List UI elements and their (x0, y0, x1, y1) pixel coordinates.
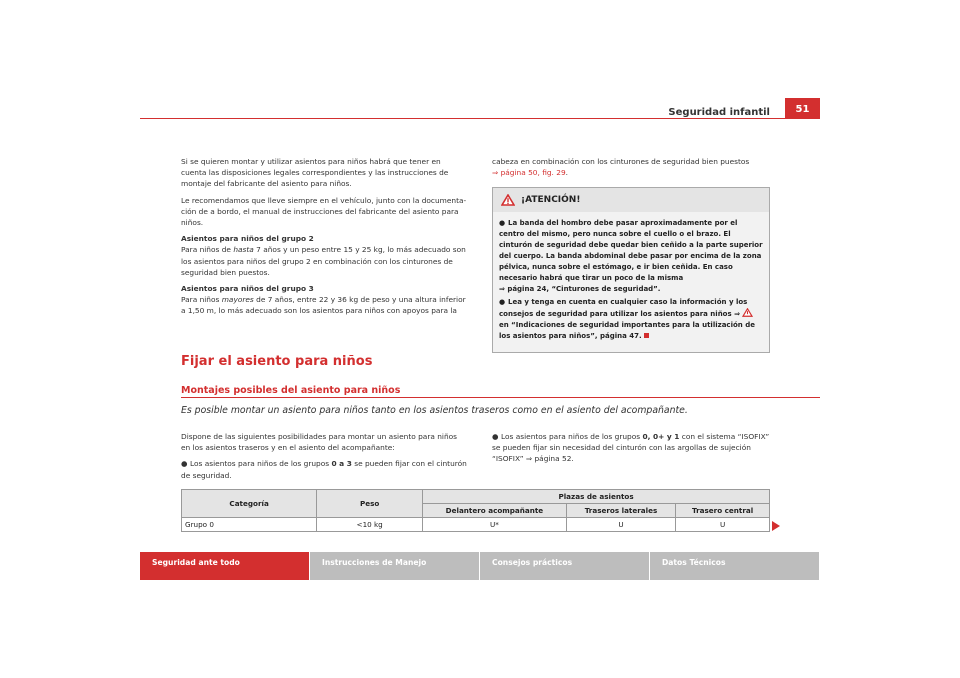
header-front: Delantero acompañante (423, 504, 567, 518)
warning-triangle-icon (742, 308, 753, 317)
section-intro: Es posible montar un asiento para niños tanto en los asientos traseros como en el asiento del acompañante. (181, 405, 688, 416)
header-rule (140, 118, 820, 119)
warning-item: ● La banda del hombro debe pasar aproximadamente por el centro del mismo, pero nunca sobre el cuello o el brazo. El cinturón de seguridad debe quedar bien ceñido a la parte superior del cuerpo. La banda abdominal debe pasar por encima de la zona pélvica, nunca sobre el estómago, e ir bien ceñida. En caso necesario habrá que tirar un poco de la misma ⇒ página 24, “Cinturones de seguridad”. (499, 219, 763, 293)
continue-arrow-icon (772, 521, 780, 531)
end-square-icon (644, 333, 649, 338)
subsection-rule (181, 397, 820, 398)
page-link[interactable]: ⇒ página 50, fig. 29 (492, 168, 566, 178)
paragraph: Dispone de las siguientes posibilidades para montar un asiento para niños en los asientos traseros y en el asiento del acompañante: (181, 432, 458, 453)
cell-front: U* (423, 518, 567, 532)
footer-nav (140, 552, 820, 580)
paragraph-group2: Para niños de hasta 7 años y un peso entre 15 y 25 kg, lo más adecuado son los asientos para niños del grupo 2 en combinación con los cinturones de seguridad bien puestos. (181, 245, 466, 277)
paragraph-group3: Para niños mayores de 7 años, entre 22 y 36 kg de peso y una altura inferior a 1,50 m, lo más adecuado son los asientos para niños con apoyos para la (181, 295, 466, 316)
lower-right-column (492, 431, 772, 470)
header-rear-side: Traseros laterales (566, 504, 675, 518)
bullet-item: ● Los asientos para niños de los grupos 0, 0+ y 1 con el sistema “ISOFIX” se pueden fijar sin necesidad del cinturón con las argollas de sujeción “ISOFIX” ⇒ página 52. (492, 432, 770, 464)
running-header-title: Seguridad infantil (668, 107, 770, 118)
subsection-title: Montajes posibles del asiento para niños (181, 385, 401, 396)
group2-heading: Asientos para niños del grupo 2 (181, 234, 314, 244)
table-row (182, 518, 770, 532)
warning-header (493, 188, 769, 212)
lower-left-column (181, 431, 467, 486)
left-column (181, 156, 467, 322)
tab-instrucciones[interactable]: Instrucciones de Manejo (310, 552, 480, 580)
header-category: Categoría (182, 490, 317, 518)
tab-seguridad[interactable]: Seguridad ante todo (140, 552, 310, 580)
paragraph: Si se quieren montar y utilizar asientos para niños habrá que tener en cuenta las disposiciones legales correspondientes y las instrucciones de montaje del fabricante del asiento para niños. (181, 157, 449, 189)
cell-weight: <10 kg (317, 518, 423, 532)
paragraph: Le recomendamos que lleve siempre en el vehículo, junto con la documenta-ción de a bordo, el manual de instrucciones del fabricante del asiento para niños. (181, 195, 467, 228)
cell-rear-center: U (676, 518, 770, 532)
warning-box (492, 187, 770, 353)
cell-category: Grupo 0 (182, 518, 317, 532)
cell-rear-side: U (566, 518, 675, 532)
tab-datos[interactable]: Datos Técnicos (650, 552, 820, 580)
page-number: 51 (785, 98, 820, 118)
warning-body (493, 212, 769, 352)
warning-item: ● Lea y tenga en cuenta en cualquier caso la información y los consejos de seguridad para utilizar los asientos para niños ⇒ en “Indicaciones de seguridad importantes para la utilización de los asientos para niños”, página 47. (499, 298, 755, 340)
tab-consejos[interactable]: Consejos prácticos (480, 552, 650, 580)
warning-triangle-icon (501, 194, 515, 206)
header-places: Plazas de asientos (423, 490, 770, 504)
seat-table (181, 489, 770, 532)
header-rear-center: Trasero central (676, 504, 770, 518)
bullet-item: ● Los asientos para niños de los grupos 0 a 3 se pueden fijar con el cinturón de seguridad. (181, 459, 467, 480)
right-column (492, 156, 772, 183)
warning-title: ¡ATENCIÓN! (521, 195, 581, 205)
group3-heading: Asientos para niños del grupo 3 (181, 284, 314, 294)
section-title: Fijar el asiento para niños (181, 354, 373, 369)
header-weight: Peso (317, 490, 423, 518)
paragraph-continuation: cabeza en combinación con los cinturones de seguridad bien puestos ⇒ página 50, fig. 29. (492, 157, 750, 178)
